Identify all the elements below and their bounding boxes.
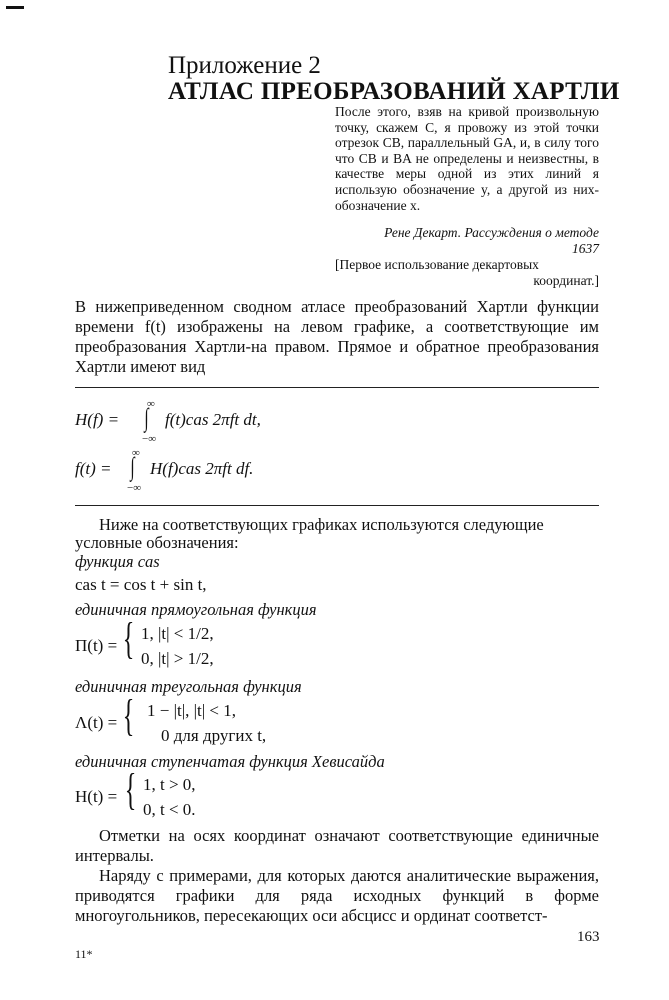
step-case2: 0, t < 0.	[143, 800, 196, 819]
epigraph-note	[335, 257, 599, 288]
top-rule	[75, 387, 599, 388]
signature-mark: 11*	[75, 947, 93, 961]
page-title: АТЛАС ПРЕОБРАЗОВАНИЙ ХАРТЛИ	[168, 78, 620, 105]
left-brace-icon: {	[124, 765, 137, 814]
step-label: единичная ступенчатая функция Хевисайда	[75, 752, 385, 771]
inverse-lower-limit: −∞	[127, 482, 142, 494]
epigraph-source: Рене Декарт. Рассуждения о методе	[384, 225, 599, 240]
tri-case1: 1 − |t|, |t| < 1,	[147, 701, 236, 720]
forward-lower-limit: −∞	[142, 433, 157, 445]
notation-intro-line2: условные обозначения:	[75, 533, 239, 552]
corner-mark	[6, 6, 24, 9]
rect-case2: 0, |t| > 1/2,	[141, 649, 214, 668]
intro-paragraph: В нижеприведенном сводном атласе преобразований Хартли функции времени f(t) изображены на левом графике, а соответствующие им преобразования Хартли-на правом. Прямое и обратное преобразования Хартли имеют вид	[75, 297, 599, 376]
rect-lhs: Π(t) =	[75, 636, 118, 655]
notation-intro-line1: Ниже на соответствующих графиках используются следующие	[99, 515, 544, 534]
cas-label: функция cas	[75, 552, 160, 571]
inverse-integrand: H(f)cas 2πft df.	[150, 459, 254, 478]
forward-lhs: H(f) =	[75, 410, 120, 429]
inverse-lhs: f(t) =	[75, 459, 112, 478]
epigraph-text: После этого, взяв на кривой произвольную точку, скажем C, я провожу из этой точки отрезок CB, параллельный GA, и, в силу того что CB и BA не определены и неизвестны, в качестве меры одной из этих линий я использую обозначение y, а другой из них-обозначение x.	[335, 104, 599, 213]
ticks-paragraph: Отметки на осях координат означают соответствующие единичные интервалы.	[75, 826, 599, 865]
epigraph-year: 1637	[572, 241, 599, 256]
epigraph-note-line2: координат.]	[533, 272, 599, 288]
tri-lhs: Λ(t) =	[75, 713, 118, 732]
tri-label: единичная треугольная функция	[75, 677, 302, 696]
page-number: 163	[577, 929, 600, 945]
left-brace-icon: {	[122, 691, 135, 740]
forward-upper-limit: ∞	[147, 398, 155, 410]
rect-case1: 1, |t| < 1/2,	[141, 624, 214, 643]
bottom-rule	[75, 505, 599, 506]
integral-sign-icon: ∫	[144, 403, 149, 432]
cas-formula: cas t = cos t + sin t,	[75, 575, 207, 594]
left-brace-icon: {	[122, 614, 135, 663]
rect-label: единичная прямоугольная функция	[75, 600, 317, 619]
forward-integrand: f(t)cas 2πft dt,	[165, 410, 261, 429]
epigraph-note-line1: [Первое использование декартовых	[335, 257, 539, 272]
epigraph-author	[335, 225, 599, 257]
integral-sign-icon: ∫	[130, 452, 135, 481]
step-lhs: H(t) =	[75, 787, 118, 806]
inverse-upper-limit: ∞	[132, 447, 140, 459]
tri-case2: 0 для других t,	[161, 726, 267, 745]
examples-paragraph: Наряду с примерами, для которых даются аналитические выражения, приводятся графики для ряда исходных функций в форме многоугольников, пересекающих оси абсцисс и ординат соответст-	[75, 866, 599, 925]
appendix-heading: Приложение 2	[168, 52, 321, 79]
step-case1: 1, t > 0,	[143, 775, 196, 794]
